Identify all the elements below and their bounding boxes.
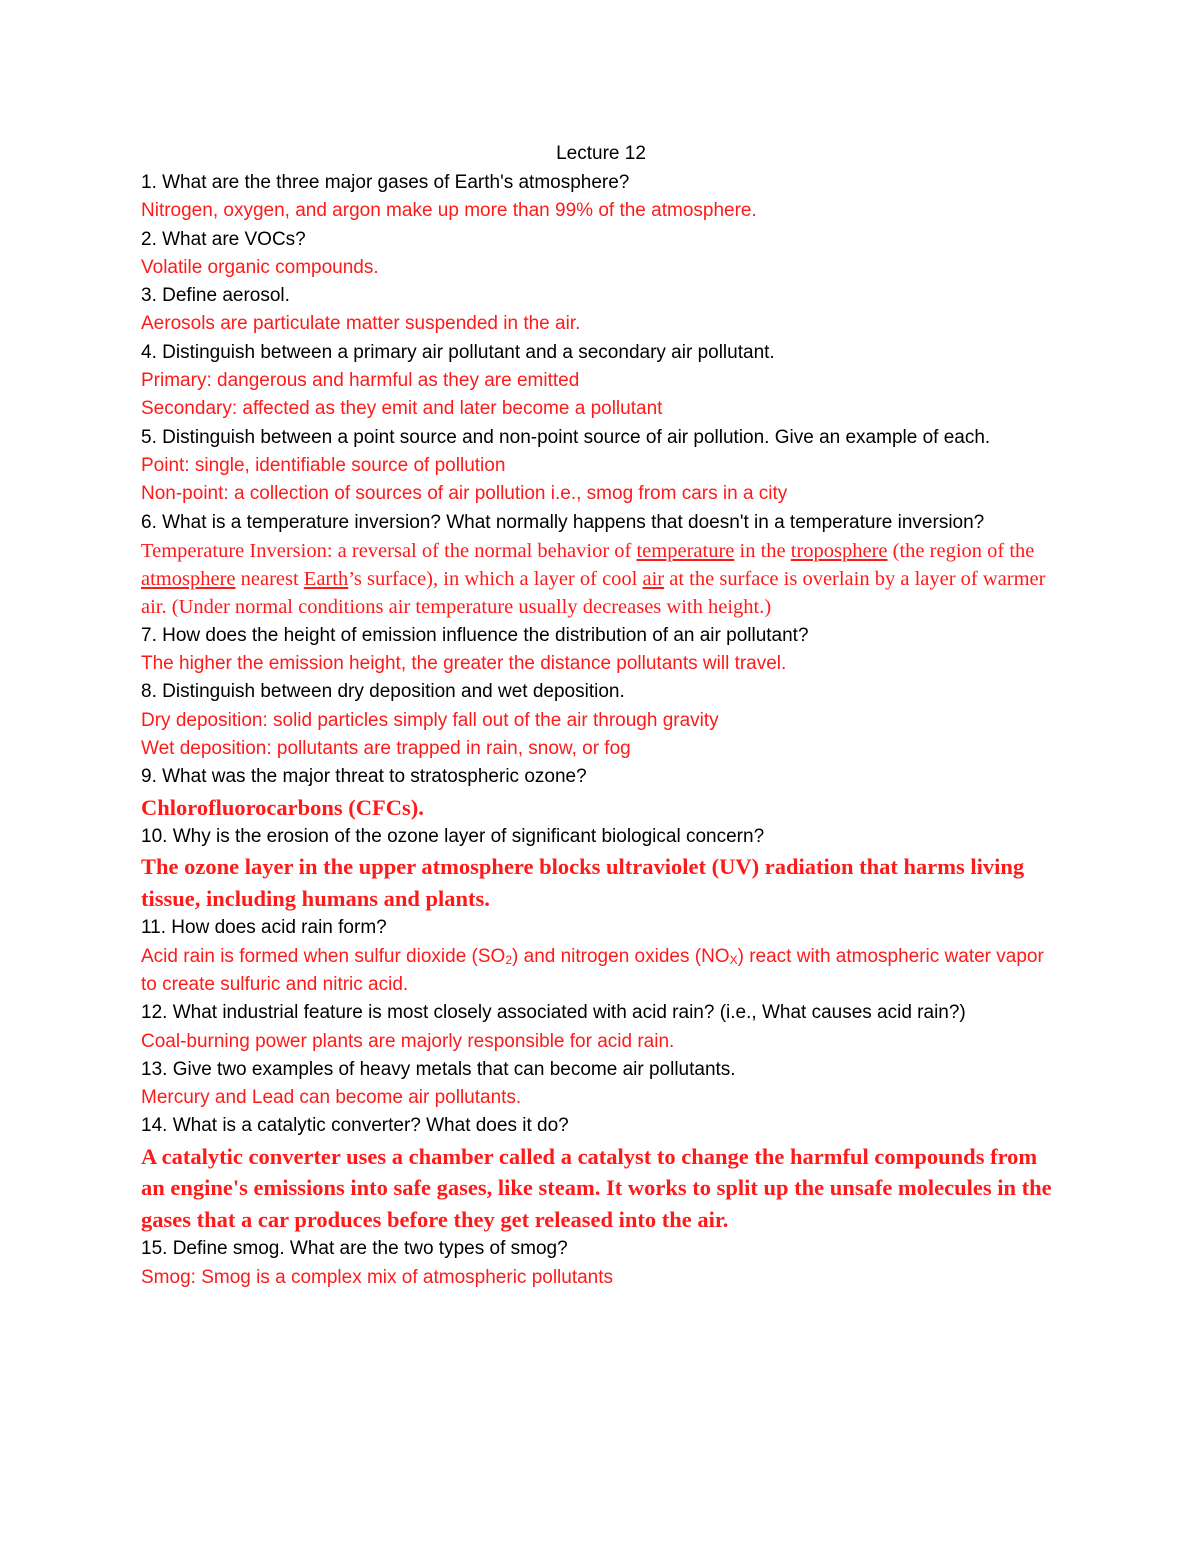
answer-11-text: ) and nitrogen oxides (NO [512,945,730,967]
answer-14: A catalytic converter uses a chamber called a catalyst to change the harmful compounds from an engine's emissions into safe gases, like steam. It works to split up the unsafe molecules in the gases that a car produces before they get released into the air. [141,1143,1052,1232]
answer-12: Coal-burning power plants are majorly responsible for acid rain. [141,1030,675,1052]
answer-1: Nitrogen, oxygen, and argon make up more than 99% of the atmosphere. [141,200,757,222]
question-14: 14. What is a catalytic converter? What does it do? [141,1115,569,1137]
question-6: 6. What is a temperature inversion? What normally happens that doesn't in a temperature inversion? [141,511,985,533]
answer-7: The higher the emission height, the greater the distance pollutants will travel. [141,653,787,675]
subscript-2: 2 [505,952,513,967]
page-title: Lecture 12 [556,143,646,164]
answer-10: The ozone layer in the upper atmosphere blocks ultraviolet (UV) radiation that harms living tissue, including humans and plants. [141,854,1025,911]
question-9: 9. What was the major threat to stratospheric ozone? [141,766,587,788]
answer-11 [141,943,1061,1000]
link-troposphere[interactable]: troposphere [790,539,888,562]
answer-8-wet: Wet deposition: pollutants are trapped in rain, snow, or fog [141,737,631,759]
answer-11-text: Acid rain is formed when sulfur dioxide (SO [141,945,506,967]
link-atmosphere[interactable]: atmosphere [141,568,236,591]
answer-6-text: ’s surface), in which a layer of cool [348,568,643,591]
answer-9: Chlorofluorocarbons (CFCs). [141,794,424,820]
question-11: 11. How does acid rain form? [141,917,387,939]
question-15: 15. Define smog. What are the two types of smog? [141,1238,568,1260]
link-temperature[interactable]: temperature [636,539,735,562]
answer-6-text: (the region of the [887,539,1035,562]
question-8: 8. Distinguish between dry deposition and wet deposition. [141,681,625,703]
question-1: 1. What are the three major gases of Earth's atmosphere? [141,172,630,193]
answer-11-text: ) react with atmospheric water vapor to create sulfuric and nitric acid. [141,945,1044,995]
answer-5-point: Point: single, identifiable source of pollution [141,454,506,476]
question-5: 5. Distinguish between a point source and non-point source of air pollution. Give an example of each. [141,426,991,448]
answer-6-text: Temperature Inversion: a reversal of the normal behavior of [141,539,637,562]
answer-6-text: in the [734,539,791,562]
question-3: 3. Define aerosol. [141,285,290,307]
answer-6-text: nearest [235,568,304,591]
question-2: 2. What are VOCs? [141,228,306,250]
answer-6 [141,537,1061,622]
subscript-x: X [729,952,738,967]
question-13: 13. Give two examples of heavy metals that can become air pollutants. [141,1058,736,1080]
question-12: 12. What industrial feature is most closely associated with acid rain? (i.e., What causes acid rain?) [141,1002,966,1024]
answer-4-primary: Primary: dangerous and harmful as they are emitted [141,370,580,392]
document-page [141,140,1061,1292]
link-air[interactable]: air [642,568,665,591]
answer-4-secondary: Secondary: affected as they emit and later become a pollutant [141,398,663,420]
question-4: 4. Distinguish between a primary air pollutant and a secondary air pollutant. [141,341,775,363]
answer-3: Aerosols are particulate matter suspended in the air. [141,313,581,335]
question-10: 10. Why is the erosion of the ozone layer of significant biological concern? [141,826,765,848]
answer-8-dry: Dry deposition: solid particles simply fall out of the air through gravity [141,709,719,731]
link-earth[interactable]: Earth [303,568,349,591]
answer-13: Mercury and Lead can become air pollutants. [141,1087,522,1109]
answer-6-text: at the surface is overlain by a layer of warmer air. (Under normal conditions air temperature usually decreases with height.) [141,568,1046,619]
answer-5-nonpoint: Non-point: a collection of sources of air pollution i.e., smog from cars in a city [141,483,788,505]
question-7: 7. How does the height of emission influence the distribution of an air pollutant? [141,624,809,646]
answer-15: Smog: Smog is a complex mix of atmospheric pollutants [141,1266,614,1288]
answer-2: Volatile organic compounds. [141,256,379,278]
